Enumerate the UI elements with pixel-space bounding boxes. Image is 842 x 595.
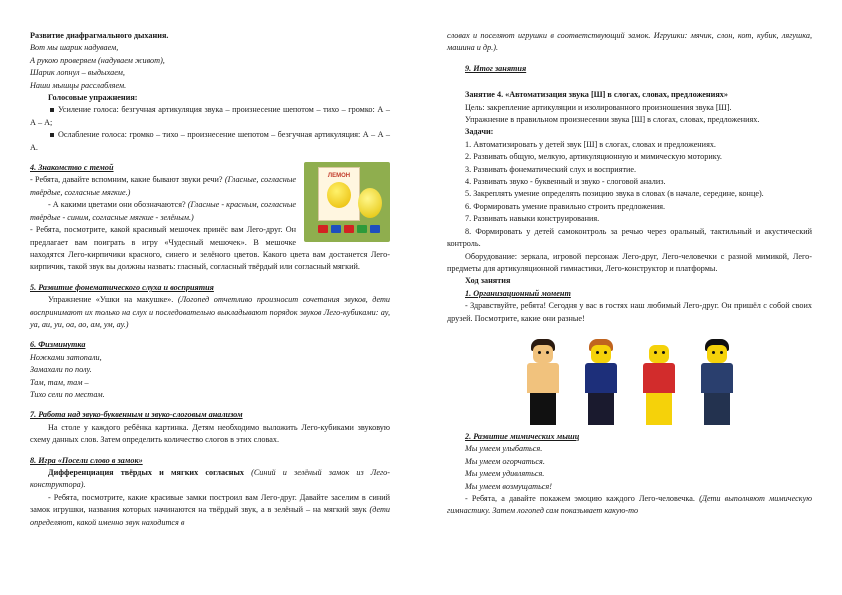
lesson-title: Занятие 4. «Автоматизация звука [Ш] в слогах, словах, предложениях» — [465, 90, 728, 100]
castle-note: (Синий и зелёный замок из Лего-конструктора). — [30, 468, 390, 490]
breathing-poem-line: А рукою проверяем (надуваем живот), — [30, 55, 165, 65]
lemon-drawing-icon — [327, 182, 351, 208]
section-5-heading: 5. Развитие фонематического слуха и восприятия — [30, 282, 214, 292]
right-column — [447, 30, 812, 518]
picture-card — [318, 167, 360, 221]
moment-2-text — [447, 493, 812, 518]
question-text: - А какими цветами они обозначаются? — [48, 200, 186, 210]
mimic-poem-line: Мы умеем огорчаться. — [465, 456, 545, 466]
section-7-paragraph: На столе у каждого ребёнка картинка. Детям необходимо выложить Лего-кубиками звуковую схему данных слов. Затем определить количество слогов в этих словах. — [30, 422, 390, 445]
breathing-poem-line: Вот мы шарик надуваем, — [30, 43, 119, 53]
section-9-heading: 9. Итог занятия — [465, 63, 527, 73]
blue-brick-icon — [370, 225, 380, 233]
breathing-poem-line: Шарик лопнул – выдыхаем, — [30, 68, 125, 78]
course-heading: Ход занятия — [465, 276, 511, 286]
answer-text: (Гласные, согласные твёрдые, согласные мягкие.) — [30, 175, 296, 197]
lesson-goal: Цель: закрепление артикуляции и изолированного произношения звука [Ш]. — [465, 102, 732, 112]
exercise-description: (Логопед отчетливо произносит сочетания звуков, дети воспринимают их только на слух и последовательно выкладывают порядок звуков Лего-кубиками: ау, уа, аи, уи, оа, ао, ам, ум, ау.) — [30, 295, 391, 329]
voice-exercise-2-text: Ослабление голоса: громко – тихо – произнесение шепотом – безгучная артикуляция: А – А – А. — [30, 130, 390, 152]
lego-figure-police-icon — [579, 337, 623, 427]
section-6-heading: 6. Физминутка — [30, 340, 86, 350]
differentiation-text: Дифференциация твёрдых и мягких согласных — [48, 468, 244, 477]
moment-1-heading: 1. Организационный момент — [465, 288, 571, 298]
lego-bricks — [318, 225, 380, 233]
breathing-poem-line: Наши мышцы расслабляем. — [30, 80, 127, 90]
physical-poem-line: Ножками затопали, — [30, 352, 102, 362]
mimic-poem-line: Мы умеем удивляться. — [465, 469, 545, 479]
left-column — [30, 30, 390, 529]
exercise-name: Упражнение «Ушки на макушке». — [48, 295, 174, 305]
lesson-exercise: Упражнение в правильном произнесении звука [Ш] в слогах, словах, предложениях. — [465, 115, 760, 125]
section-8-heading: 8. Игра «Посели слово в замок» — [30, 455, 143, 465]
moment-1-text: - Здравствуйте, ребята! Сегодня у вас в гостях наш любимый Лего-друг. Он пришёл с собой своих друзей. Посмотрите, какие они разные! — [447, 301, 812, 323]
tasks-heading: Задачи: — [465, 127, 494, 137]
section-8-paragraph-1 — [30, 467, 390, 492]
section-7-heading: 7. Работа над звуко-буквенным и звуко-слоговым анализом — [30, 410, 243, 420]
physical-poem-line: Тихо сели по местам. — [30, 389, 105, 399]
moment-2-heading: 2. Развитие мимических мышц — [465, 431, 580, 441]
task-item: 3. Развивать фонематический слух и восприятие. — [465, 164, 637, 174]
lego-figure-athlete-icon — [637, 337, 681, 427]
lego-figure-sumo-icon — [521, 337, 565, 427]
bullet-icon — [50, 108, 54, 112]
blue-brick-icon — [331, 225, 341, 233]
red-brick-icon — [344, 225, 354, 233]
answer-text: (Гласные - красным, согласные твёрдые - синим, согласные мягкие - зелёным.) — [30, 200, 297, 222]
bullet-icon — [50, 133, 54, 137]
section-5-paragraph — [30, 294, 390, 331]
voice-exercise-1-text: Усиление голоса: безгучная артикуляция звука – произнесение шепотом – тихо – громко: А – А – А; — [30, 105, 390, 127]
picture-card-label: ЛЕМОН — [327, 173, 351, 180]
section-4-heading: 4. Знакомство с темой — [30, 163, 114, 173]
section-4-paragraph: - Ребята, посмотрите, какой красивый мешочек принёс вам Лего-друг. Он предлагает вам поиграть в игру «Чудесный мешочек». В мешочке находятся Лего-кирпичики красного, синего и зелёного цветов. Какого цвета вам достанется Лего-кирпичик, такой звук вы должны назвать: гласный, согласный твёрдый или согласный мягкий. — [30, 225, 390, 272]
voice-exercise-1 — [30, 104, 390, 129]
mimic-note: (Дети выполняют мимическую гимнастику. Затем логопед сам показывает какую-то — [447, 493, 812, 516]
voice-exercise-2 — [30, 129, 390, 154]
voice-exercises-heading: Голосовые упражнения: — [48, 93, 138, 103]
castle-instructions: - Ребята, посмотрите, какие красивые замки построил вам Лего-друг. Давайте заселим в синий замок игрушки, названия которых начинаются на твёрдый звук, а в зелёный – на мягкий звук — [30, 492, 390, 515]
continued-text: словах и поселяют игрушки в соответствующий замок. Игрушки: мячик, слон, кот, кубик, лягушка, машина и др.). — [447, 31, 812, 53]
castle-instructions-note: (дети определяют, какой именно звук находится в — [30, 505, 391, 527]
lego-figures-image — [447, 331, 812, 427]
red-brick-icon — [318, 225, 328, 233]
physical-poem-line: Там, там, там – — [30, 377, 89, 387]
green-brick-icon — [357, 225, 367, 233]
section-8-paragraph-2 — [30, 492, 390, 529]
task-item: 6. Формировать умение правильно строить предложения. — [465, 201, 666, 211]
mimic-poem-line: Мы умеем возмущаться! — [465, 481, 552, 491]
lego-figure-mechanic-icon — [695, 337, 739, 427]
question-text: - Ребята, давайте вспомним, какие бывают звуки речи? — [30, 175, 223, 185]
task-item: 1. Автоматизировать у детей звук [Ш] в слогах, словах и предложениях. — [465, 139, 716, 149]
breathing-heading: Развитие диафрагмального дыхания. — [30, 31, 169, 40]
mimic-poem-line: Мы умеем улыбаться. — [465, 444, 543, 454]
lemon-card-image — [304, 162, 390, 242]
mimic-instructions: - Ребята, а давайте покажем эмоцию каждого Лего-человечка. — [465, 493, 695, 503]
task-item: 8. Формировать у детей самоконтроль за речью через оральный, тактильный и акустический контроль. — [447, 226, 812, 249]
physical-poem-line: Замахали по полу. — [30, 365, 92, 375]
task-item: 7. Развивать навыки конструирования. — [465, 214, 600, 224]
task-item: 5. Закреплять умение определять позицию звука в словах (в начале, середине, конце). — [465, 189, 764, 199]
lemon-icon — [358, 188, 382, 218]
task-item: 4. Развивать звуко - буквенный и звуко - слоговой анализ. — [465, 177, 666, 187]
task-item: 2. Развивать общую, мелкую, артикуляционную и мимическую моторику. — [465, 152, 722, 162]
equipment-paragraph: Оборудование: зеркала, игровой персонаж Лего-друг, Лего-человечки с разной мимикой, Лего-предметы для артикуляционной гимнастики, Лего-конструктор и платформы. — [447, 251, 812, 273]
